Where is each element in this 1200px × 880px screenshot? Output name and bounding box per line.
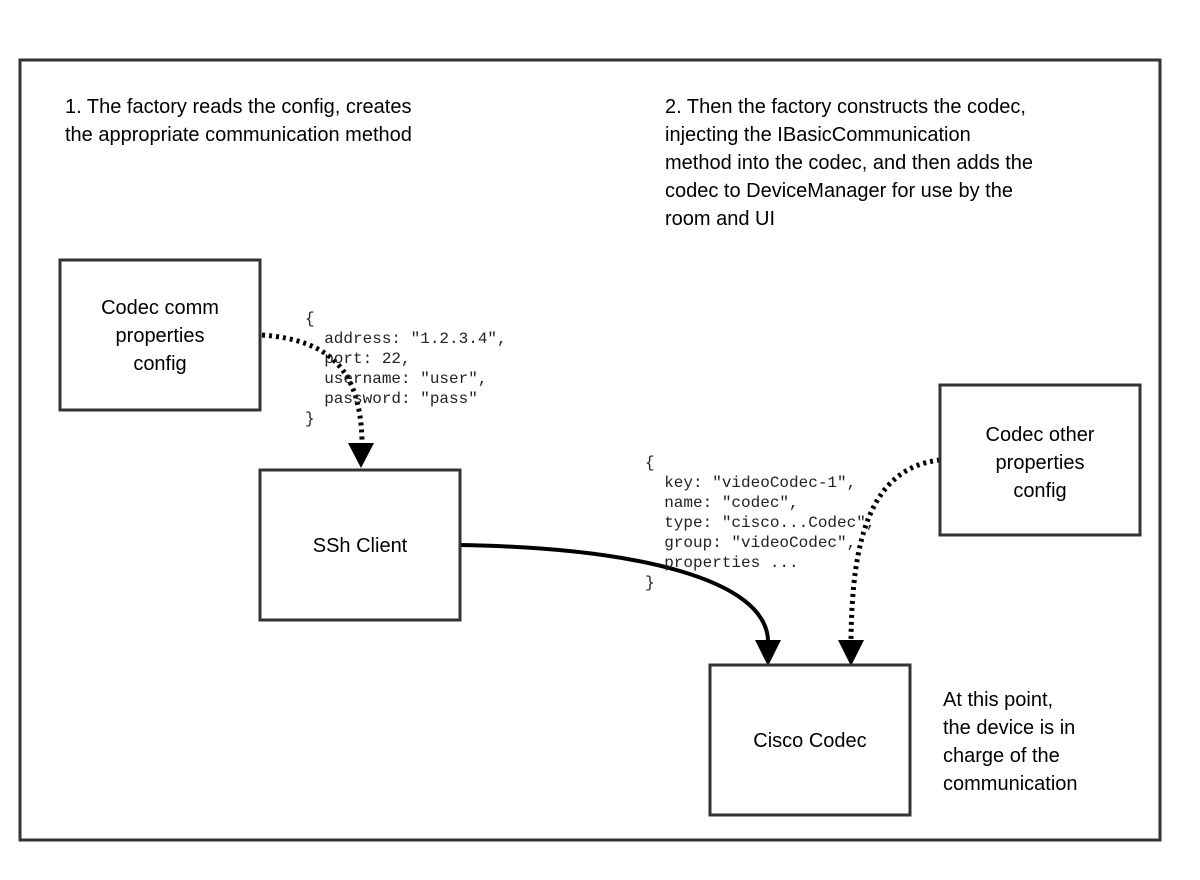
svg-text:At this point,: At this point, — [943, 689, 1054, 711]
arrowhead — [838, 640, 864, 666]
svg-text:}: } — [645, 574, 655, 592]
step2-line: injecting the IBasicCommunication — [665, 124, 971, 146]
step2-line: codec to DeviceManager for use by the — [665, 180, 1013, 202]
svg-text:Cisco Codec: Cisco Codec — [753, 730, 867, 752]
svg-text:port: 22,: port: 22, — [305, 350, 411, 368]
svg-text:charge of the: charge of the — [943, 745, 1060, 767]
svg-text:group: "videoCodec",: group: "videoCodec", — [645, 534, 857, 552]
svg-text:SSh Client: SSh Client — [312, 535, 408, 557]
svg-text:the device is in: the device is in — [943, 717, 1076, 739]
step2-text — [665, 96, 1033, 230]
svg-text:password: "pass": password: "pass" — [305, 390, 478, 408]
step2-line: method into the codec, and then adds the — [665, 152, 1034, 174]
svg-text:properties ...: properties ... — [645, 554, 799, 572]
box-other-config — [940, 385, 1140, 535]
svg-text:Codec comm: Codec comm — [101, 297, 219, 319]
step2-line: 2. Then the factory constructs the codec, — [665, 96, 1026, 118]
svg-text:config: config — [1013, 480, 1067, 502]
svg-text:}: } — [305, 410, 315, 428]
svg-text:type: "cisco...Codec",: type: "cisco...Codec", — [645, 514, 876, 532]
svg-text:{: { — [645, 454, 655, 472]
box-cisco-codec — [710, 665, 910, 815]
svg-text:username: "user",: username: "user", — [305, 370, 488, 388]
svg-text:key: "videoCodec-1",: key: "videoCodec-1", — [645, 474, 857, 492]
svg-text:properties: properties — [115, 325, 205, 347]
step2-line: room and UI — [665, 208, 776, 230]
comm-json — [305, 310, 507, 428]
svg-text:Codec other: Codec other — [985, 424, 1095, 446]
box-comm-config — [60, 260, 260, 410]
step1-text — [65, 96, 412, 146]
codec-json — [645, 454, 875, 592]
arrowhead — [348, 443, 374, 468]
svg-text:config: config — [133, 353, 187, 375]
svg-text:properties: properties — [995, 452, 1085, 474]
svg-text:name: "codec",: name: "codec", — [645, 494, 799, 512]
svg-text:{: { — [305, 310, 315, 328]
svg-text:address: "1.2.3.4",: address: "1.2.3.4", — [305, 330, 507, 348]
box-ssh-client — [260, 470, 460, 620]
arrowhead — [755, 640, 781, 666]
svg-text:communication: communication — [943, 773, 1078, 795]
step1-line: 1. The factory reads the config, creates — [65, 96, 412, 118]
step1-line: the appropriate communication method — [65, 124, 412, 146]
other-config-to-codec-arrow — [851, 460, 940, 640]
note-text — [943, 689, 1078, 795]
